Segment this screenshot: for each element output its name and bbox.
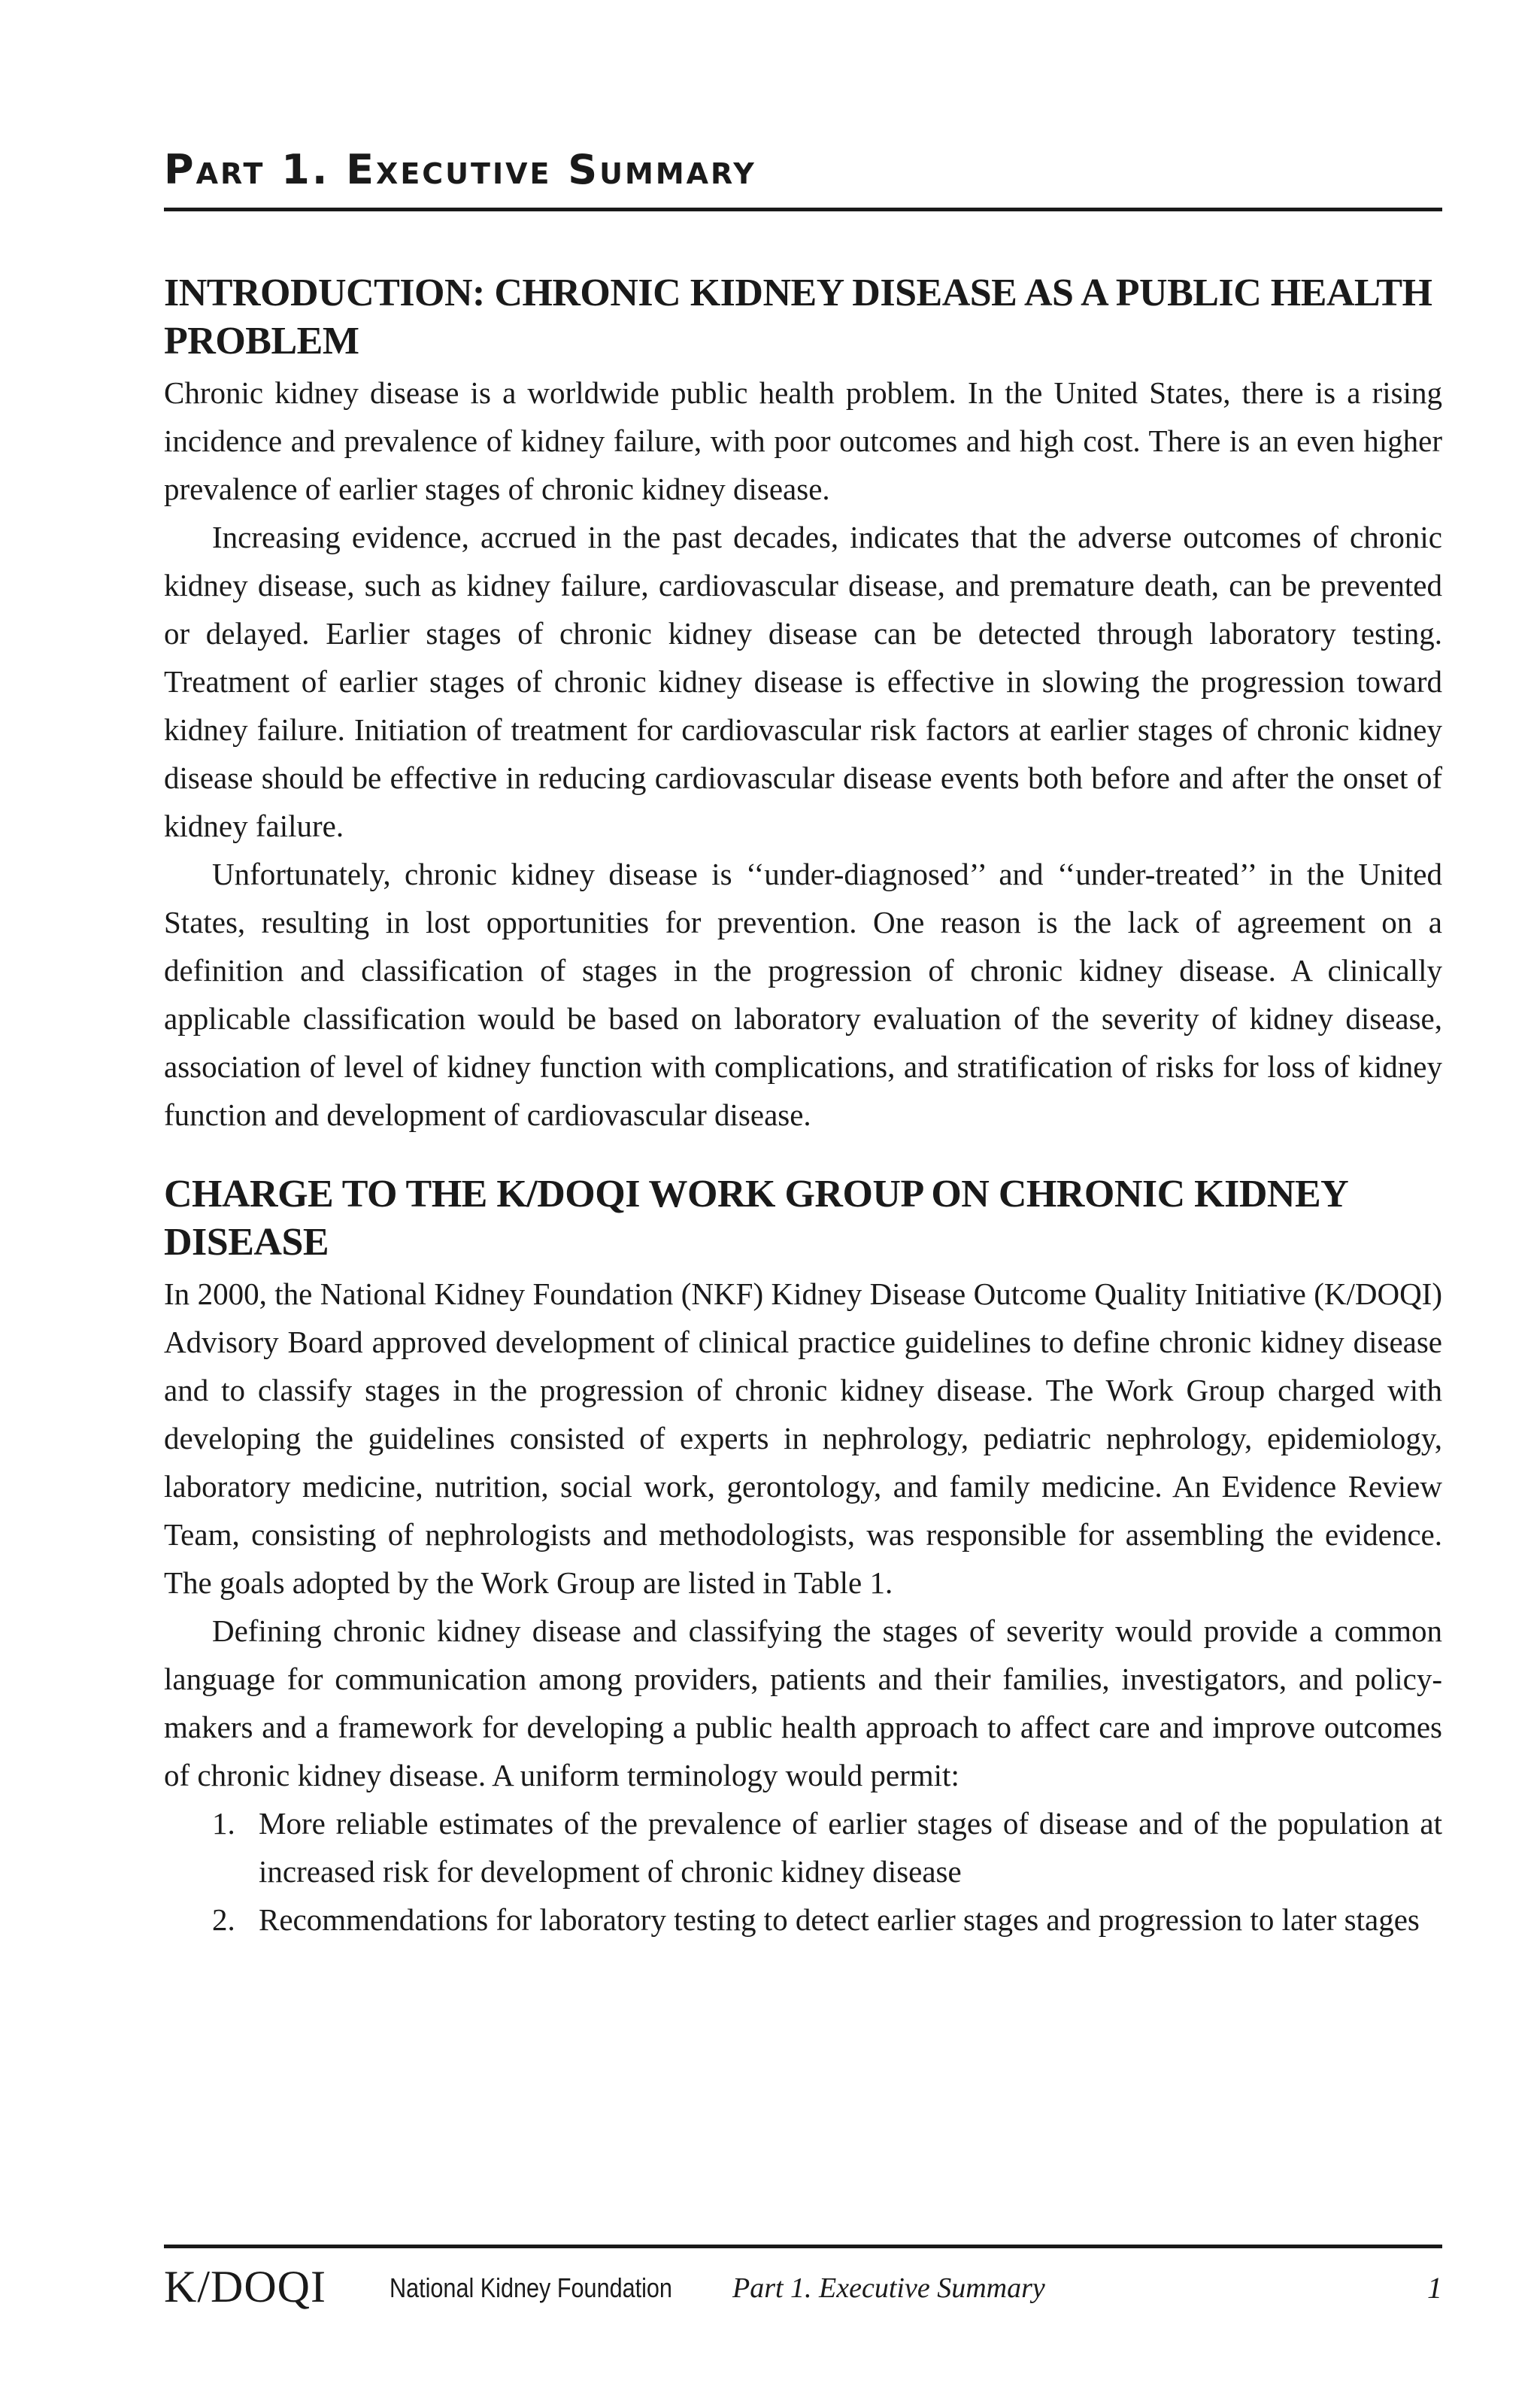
section-heading: INTRODUCTION: CHRONIC KIDNEY DISEASE AS A PUBLIC HEALTH PROBLEM [164,272,1432,363]
section-charge [164,1170,1442,1944]
paragraph: Chronic kidney disease is a worldwide public health problem. In the United States, there is a rising incidence and prevalence of kidney failure, with poor outcomes and high cost. There is an even higher prevalence of earlier stages of chronic kidney disease. [164,375,1442,506]
footer-section-title: Part 1. Executive Summary [732,2272,1045,2304]
list-item [164,1799,1442,1896]
paragraph: Defining chronic kidney disease and classifying the stages of severity would provide a common language for communication among providers, patients and their families, investigators, and policy-makers and a framework for developing a public health approach to affect care and improve outcomes of chronic kidney disease. A uniform terminology would permit: [164,1613,1442,1792]
section-introduction [164,269,1442,1139]
kdoqi-logo: K/DOQI [164,2262,326,2311]
section-heading: CHARGE TO THE K/DOQI WORK GROUP ON CHRONIC KIDNEY DISEASE [164,1173,1348,1264]
footer-organization: National Kidney Foundation [390,2272,672,2303]
list-item-text: Recommendations for laboratory testing to detect earlier stages and progression to later stages [259,1902,1420,1937]
footer-rule [164,2245,1442,2248]
page-footer [164,2257,1442,2317]
numbered-list [164,1799,1442,1944]
part-title: Part 1. Executive Summary [164,146,756,193]
page-number: 1 [1427,2271,1442,2305]
list-item-text: More reliable estimates of the prevalence of earlier stages of disease and of the population at increased risk for development of chronic kidney disease [259,1806,1442,1889]
list-item [164,1896,1442,1944]
paragraph: Unfortunately, chronic kidney disease is ‘‘under-diagnosed’’ and ‘‘under-treated’’ in the United States, resulting in lost opportunities for prevention. One reason is the lack of agreement on a definition and classification of stages in the progression of chronic kidney disease. A clinically applicable classification would be based on laboratory evaluation of the severity of kidney disease, association of level of kidney function with complications, and stratification of risks for loss of kidney function and development of cardiovascular disease. [164,857,1442,1132]
document-page [164,0,1442,2404]
list-item-number: 2. [212,1902,235,1937]
header-rule [164,208,1442,211]
page-content [164,269,1442,1944]
list-item-number: 1. [212,1806,235,1841]
paragraph: Increasing evidence, accrued in the past decades, indicates that the adverse outcomes of chronic kidney disease, such as kidney failure, cardiovascular disease, and premature death, can be prevented or delayed. Earlier stages of chronic kidney disease can be detected through laboratory testing. Treatment of earlier stages of chronic kidney disease is effective in slowing the progression toward kidney failure. Initiation of treatment for cardiovascular risk factors at earlier stages of chronic kidney disease should be effective in reducing cardiovascular disease events both before and after the onset of kidney failure. [164,520,1442,843]
paragraph: In 2000, the National Kidney Foundation (NKF) Kidney Disease Outcome Quality Initiative (K/DOQI) Advisory Board approved development of clinical practice guidelines to define chronic kidney disease and to classify stages in the progression of chronic kidney disease. The Work Group charged with developing the guidelines consisted of experts in nephrology, pediatric nephrology, epidemiology, laboratory medicine, nutrition, social work, gerontology, and family medicine. An Evidence Review Team, consisting of nephrologists and methodologists, was responsible for assembling the evidence. The goals adopted by the Work Group are listed in Table 1. [164,1276,1442,1600]
